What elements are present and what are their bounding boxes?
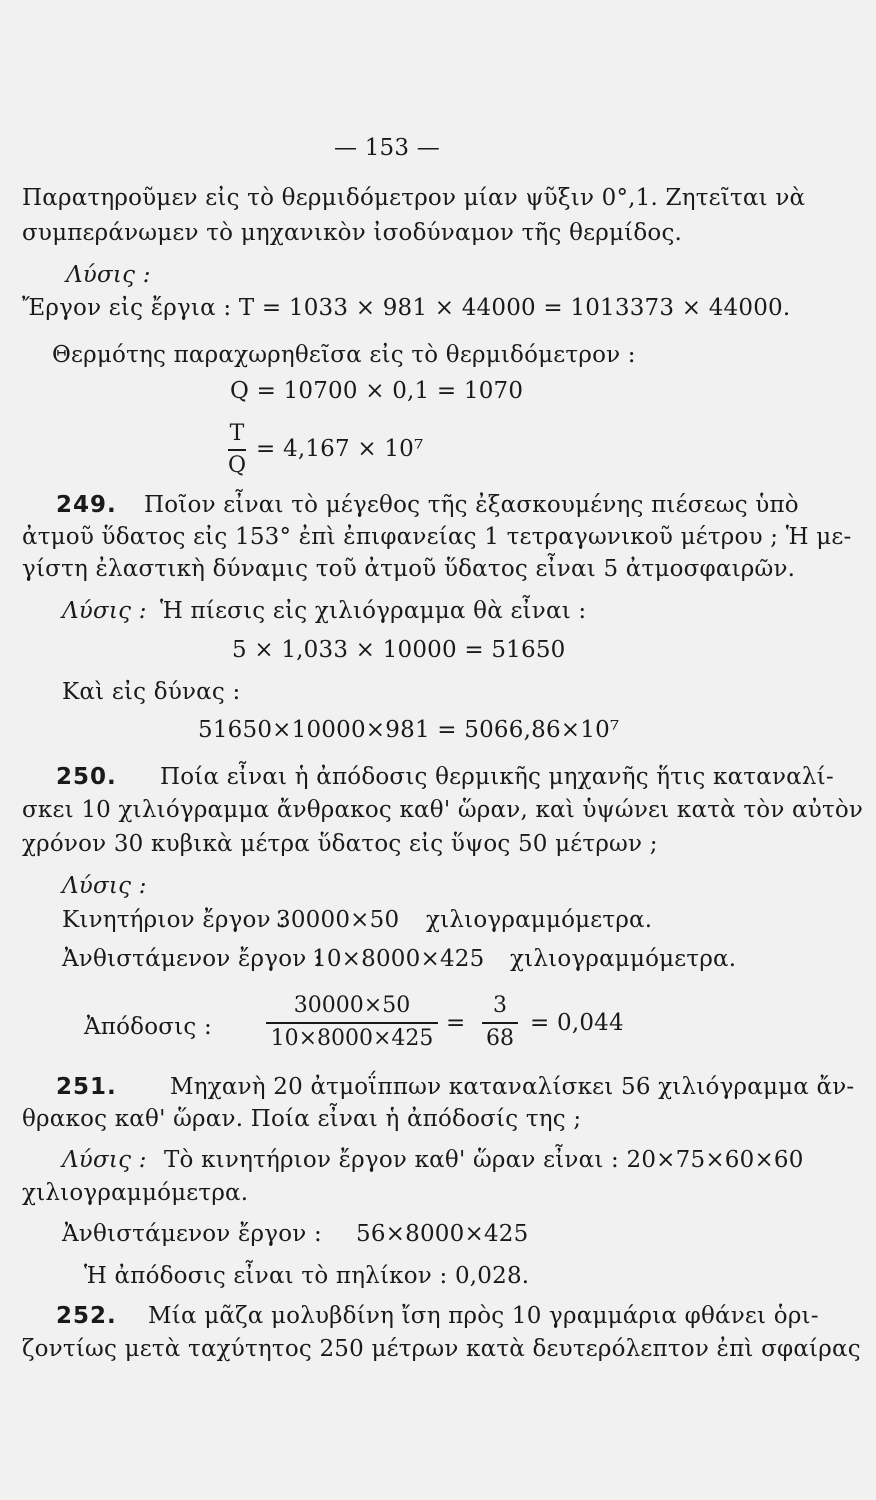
work-equation: Ἔργον εἰς ἔργια : T = 1033 × 981 × 44000 = 1013373 × 44000. [22, 295, 791, 321]
problem-text-line: Μία μᾶζα μολυβδίνη ἴση πρὸς 10 γραμμάρια φθάνει ὁρι- [148, 1303, 819, 1329]
problem-number: 251. [56, 1074, 117, 1100]
ratio-numerator: T [229, 421, 245, 446]
problem-text-line: Ποία εἶναι ἡ ἀπόδοσις θερμικῆς μηχανῆς ἥτις καταναλί- [160, 764, 834, 790]
motive-work-label: Κινητήριον ἔργον : [62, 907, 287, 933]
solution-text: Τὸ κινητήριον ἔργον καθ' ὥραν εἶναι : 20×75×60×60 [164, 1147, 804, 1173]
simplified-numerator: 3 [493, 993, 507, 1018]
problem-number: 249. [56, 492, 117, 518]
problem-number: 250. [56, 764, 117, 790]
problem-text-line: θρακος καθ' ὥραν. Ποία εἶναι ἡ ἀπόδοσίς της ; [22, 1106, 582, 1132]
problem-number: 252. [56, 1303, 117, 1329]
simplified-denominator: 68 [486, 1026, 514, 1051]
resisting-work-value: 10×8000×425 [312, 946, 485, 972]
unit-line: χιλιογραμμόμετρα. [22, 1180, 249, 1206]
efficiency-denominator: 10×8000×425 [270, 1026, 434, 1051]
ratio-result: = 4,167 × 10⁷ [256, 436, 424, 462]
solution-text: Ἡ πίεσις εἰς χιλιόγραμμα θὰ εἶναι : [160, 598, 587, 624]
resisting-work-unit: χιλιογραμμόμετρα. [510, 946, 737, 972]
problem-text-line: ζοντίως μετὰ ταχύτητος 250 μέτρων κατὰ δευτερόλεπτον ἐπὶ σφαίρας [22, 1336, 861, 1362]
solution-label: Λύσις : [62, 1147, 147, 1173]
motive-work-value: 30000×50 [276, 907, 400, 933]
pressure-equation: 5 × 1,033 × 10000 = 51650 [232, 637, 566, 663]
problem-text-line: Μηχανὴ 20 ἀτμοΐππων καταναλίσκει 56 χιλιόγραμμα ἄν- [170, 1074, 855, 1100]
efficiency-numerator: 30000×50 [293, 993, 411, 1018]
efficiency-result: = 0,044 [530, 1010, 624, 1036]
resisting-work-label: Ἀνθιστάμενον ἔργον : [62, 946, 322, 972]
resisting-work-value: 56×8000×425 [356, 1221, 529, 1247]
solution-label: Λύσις : [62, 598, 147, 624]
page-number: — 153 — [334, 135, 440, 161]
problem-text-line: Ποῖον εἶναι τὸ μέγεθος τῆς ἐξασκουμένης πιέσεως ὑπὸ [144, 492, 799, 518]
solution-label: Λύσις : [66, 262, 151, 288]
dynes-label: Καὶ εἰς δύνας : [62, 679, 241, 705]
heat-line: Θερμότης παραχωρηθεῖσα εἰς τὸ θερμιδόμετρον : [52, 342, 636, 368]
problem-text-line: ἀτμοῦ ὕδατος εἰς 153° ἐπὶ ἐπιφανείας 1 τετραγωνικοῦ μέτρου ; Ἡ με- [22, 524, 852, 550]
fraction-bar [266, 1022, 438, 1024]
efficiency-label: Ἀπόδοσις : [84, 1014, 212, 1040]
fraction-bar [482, 1022, 518, 1024]
problem-text-line: σκει 10 χιλιόγραμμα ἄνθρακος καθ' ὥραν, καὶ ὑψώνει κατὰ τὸν αὐτὸν [22, 797, 864, 823]
equals-sign: = [446, 1010, 466, 1036]
solution-label: Λύσις : [62, 873, 147, 899]
problem-text-line: γίστη ἐλαστικὴ δύναμις τοῦ ἀτμοῦ ὕδατος εἶναι 5 ἀτμοσφαιρῶν. [22, 556, 796, 582]
fraction-bar [228, 449, 246, 451]
resisting-work-label: Ἀνθιστάμενον ἔργον : [62, 1221, 322, 1247]
dynes-equation: 51650×10000×981 = 5066,86×10⁷ [198, 717, 620, 743]
ratio-denominator: Q [227, 453, 247, 478]
motive-work-unit: χιλιογραμμόμετρα. [426, 907, 653, 933]
efficiency-result-line: Ἡ ἀπόδοσις εἶναι τὸ πηλίκον : 0,028. [84, 1263, 530, 1289]
problem-text-line: συμπεράνωμεν τὸ μηχανικὸν ἰσοδύναμον τῆς θερμίδος. [22, 220, 683, 246]
q-equation: Q = 10700 × 0,1 = 1070 [230, 378, 524, 404]
problem-text-line: Παρατηροῦμεν εἰς τὸ θερμιδόμετρον μίαν ψῦξιν 0°,1. Ζητεῖται νὰ [22, 185, 806, 211]
problem-text-line: χρόνον 30 κυβικὰ μέτρα ὕδατος εἰς ὕψος 50 μέτρων ; [22, 831, 658, 857]
